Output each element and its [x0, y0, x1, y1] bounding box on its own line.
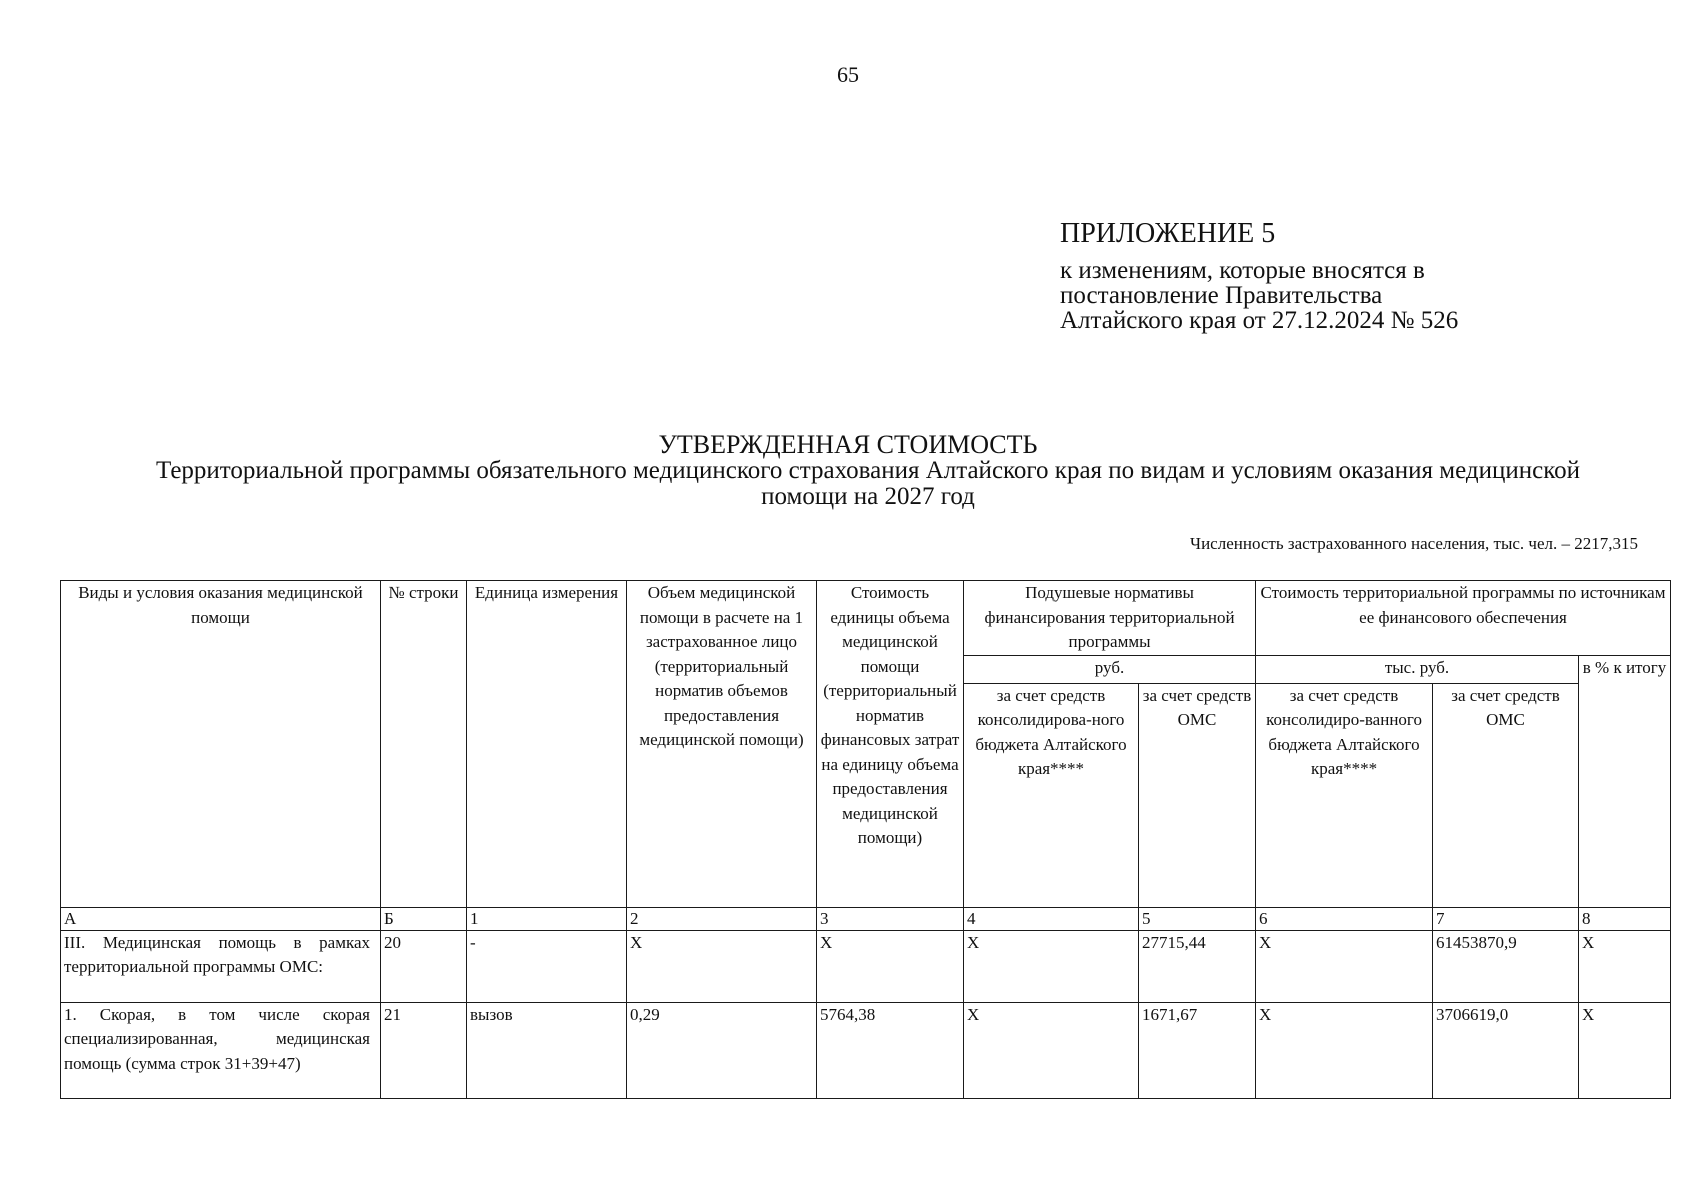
row-unit: вызов	[467, 1002, 627, 1098]
row-budget-thousand-rub: X	[1256, 930, 1433, 1002]
header-oms-rub: за счет средств ОМС	[1139, 683, 1256, 907]
column-number: 7	[1433, 907, 1579, 930]
row-number: 21	[381, 1002, 467, 1098]
row-unit-cost: 5764,38	[817, 1002, 964, 1098]
header-volume-per-insured: Объем медицинской помощи в расчете на 1 застрахованное лицо (территориальный норматив объемов предоставления медицинской помощи)	[627, 581, 817, 908]
appendix-block	[1060, 218, 1660, 333]
row-unit-cost: X	[817, 930, 964, 1002]
header-unit-cost: Стоимость единицы объема медицинской помощи (территориальный норматив финансовых затрат на единицу объема предоставления медицинской помощи)	[817, 581, 964, 908]
row-oms-rub: 1671,67	[1139, 1002, 1256, 1098]
row-oms-thousand-rub: 61453870,9	[1433, 930, 1579, 1002]
column-number: 2	[627, 907, 817, 930]
row-percent: X	[1579, 930, 1671, 1002]
table-row	[61, 1002, 1671, 1098]
row-budget-rub: X	[964, 1002, 1139, 1098]
header-unit-rub: руб.	[964, 655, 1256, 683]
row-volume: 0,29	[627, 1002, 817, 1098]
row-unit: -	[467, 930, 627, 1002]
insured-population-note: Численность застрахованного населения, тыс. чел. – 2217,315	[1190, 534, 1638, 553]
column-number: 5	[1139, 907, 1256, 930]
header-per-capita-standards: Подушевые нормативы финансирования территориальной программы	[964, 581, 1256, 656]
row-oms-thousand-rub: 3706619,0	[1433, 1002, 1579, 1098]
row-volume: X	[627, 930, 817, 1002]
appendix-title: ПРИЛОЖЕНИЕ 5	[1060, 218, 1276, 249]
column-number: 3	[817, 907, 964, 930]
table-row	[61, 930, 1671, 1002]
header-budget-thousand-rub: за счет средств консолидиро-ванного бюджета Алтайского края****	[1256, 683, 1433, 907]
row-percent: X	[1579, 1002, 1671, 1098]
column-number-row	[61, 907, 1671, 930]
appendix-line-1: к изменениям, которые вносятся в	[1060, 257, 1425, 284]
page-number: 65	[837, 62, 859, 87]
column-number: 4	[964, 907, 1139, 930]
header-unit-thousand-rub: тыс. руб.	[1256, 655, 1579, 683]
document-title: УТВЕРЖДЕННАЯ СТОИМОСТЬ	[658, 430, 1038, 459]
document-subtitle: Территориальной программы обязательного медицинского страхования Алтайского края по видам и условиям оказания медицинской помощи на 2027 год	[156, 457, 1580, 510]
column-number: Б	[381, 907, 467, 930]
header-row-number: № строки	[381, 581, 467, 908]
header-budget-rub: за счет средств консолидирова-ного бюджета Алтайского края****	[964, 683, 1139, 907]
row-number: 20	[381, 930, 467, 1002]
appendix-line-2: постановление Правительства	[1060, 282, 1383, 309]
column-number: А	[61, 907, 381, 930]
row-name: 1. Скорая, в том числе скорая специализированная, медицинская помощь (сумма строк 31+39+47)	[61, 1002, 381, 1098]
header-types-conditions: Виды и условия оказания медицинской помощи	[61, 581, 381, 908]
column-number: 8	[1579, 907, 1671, 930]
row-budget-rub: X	[964, 930, 1139, 1002]
appendix-line-3: Алтайского края от 27.12.2024 № 526	[1060, 307, 1459, 334]
row-oms-rub: 27715,44	[1139, 930, 1256, 1002]
header-unit: Единица измерения	[467, 581, 627, 908]
row-name: III. Медицинская помощь в рамках территориальной программы ОМС:	[61, 930, 381, 1002]
cost-table	[60, 580, 1671, 1099]
header-oms-thousand-rub: за счет средств ОМС	[1433, 683, 1579, 907]
column-number: 1	[467, 907, 627, 930]
row-budget-thousand-rub: X	[1256, 1002, 1433, 1098]
column-number: 6	[1256, 907, 1433, 930]
header-program-cost: Стоимость территориальной программы по источникам ее финансового обеспечения	[1256, 581, 1671, 656]
header-percent-of-total: в % к итогу	[1579, 655, 1671, 907]
